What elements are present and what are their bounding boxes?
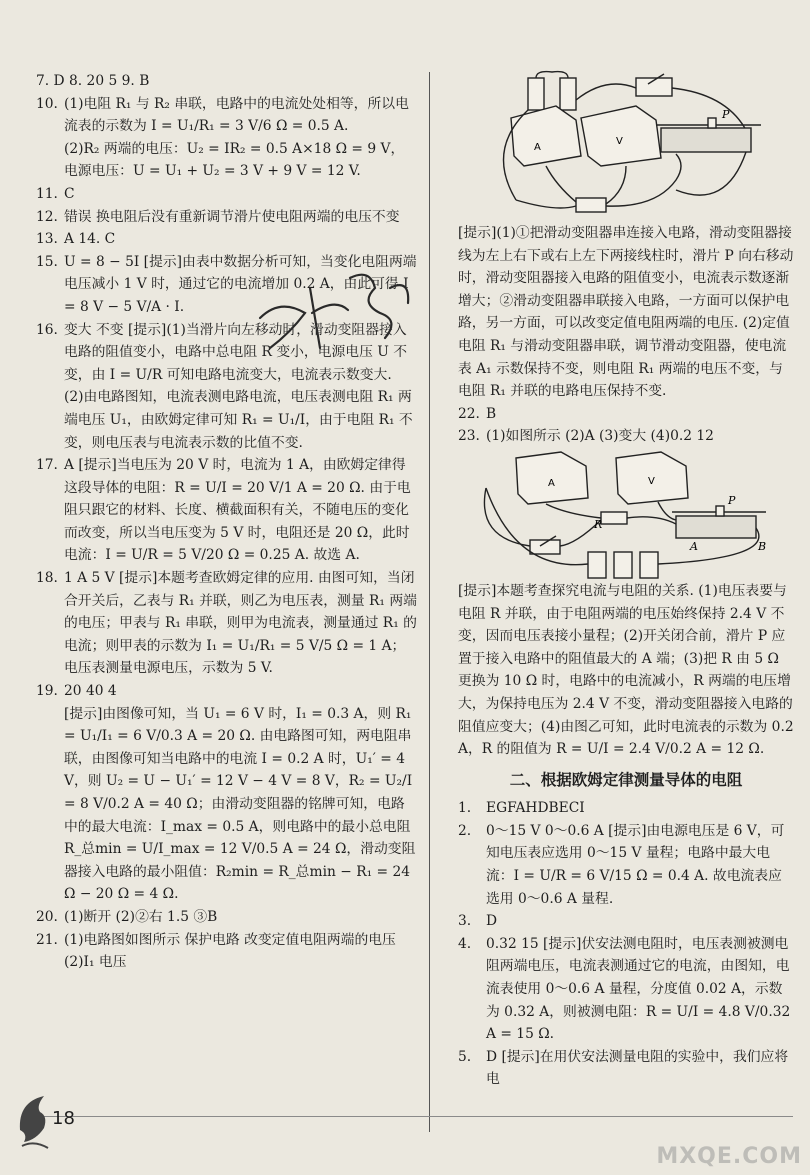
answer-text: B: [486, 405, 497, 422]
section2-item-3: [458, 910, 794, 933]
answer-text: (1)断开 (2)②右 1.5 ③B: [64, 908, 218, 925]
answer-number: 15.: [36, 253, 58, 270]
answer-23: [458, 425, 794, 448]
answer-number: 2.: [458, 822, 472, 839]
answer-number: 20.: [36, 908, 58, 925]
answer-number: 16.: [36, 321, 58, 338]
terminal-b-label: B: [758, 539, 767, 553]
resistor-label: R: [594, 517, 603, 531]
circuit-diagram-23: [476, 448, 776, 580]
answer-text: 错误 换电阻后没有重新调节滑片使电阻两端的电压不变: [64, 208, 400, 225]
answer-number: 13.: [36, 231, 58, 248]
answer-number: 22.: [458, 405, 480, 422]
answer-11: [36, 183, 418, 206]
answer-12: [36, 206, 418, 229]
answer-text: D: [486, 913, 498, 930]
answer-text: (1)如图所示 (2)A (3)变大 (4)0.2 12: [486, 428, 714, 445]
hint-21: [提示](1)①把滑动变阻器串连接入电路，滑动变阻器接线为左上右下或右上左下两接线柱时，滑片 P 向右移动时，滑动变阻器接入电路的阻值变小，电流表示数逐渐增大；②滑动变阻器串联接入电路，一方面可以保护电路，另一方面，可以改变定值电阻两端的电压. (2)定值电阻 R₁ 与滑动变阻器串联，调节滑动变阻器，使电流表 A₁ 示数保持不变，则电阻 R₁ 两端的电压不变，与电阻 R₁ 并联的电路电压保持不变.: [458, 225, 794, 400]
ammeter-label: A: [548, 477, 555, 489]
answer-number: 11.: [36, 185, 58, 202]
answer-22: [458, 403, 794, 426]
answer-text: 7. D 8. 20 5 9. B: [36, 73, 150, 89]
right-column: [458, 70, 794, 1091]
answer-15: [36, 251, 418, 319]
answer-text: U = 8 − 5I [提示]由表中数据分析可知，当变化电阻两端电压减小 1 V 时，通过它的电流增加 0.2 A，由此可得 I = 8 V − 5 V/A · I.: [64, 253, 417, 315]
answer-text: 1 A 5 V [提示]本题考查欧姆定律的应用. 由图可知，当闭合开关后，乙表与 R₁ 并联，则乙为电压表，测量 R₁ 两端的电压；甲表与 R₁ 串联，则甲为电流表，测量通过 R₁ 的电流；则甲表的示数为 I₁ = U₁/R₁ = 5 V/5 Ω = 1 A；电压表测量电源电压，示数为 5 V.: [64, 570, 417, 677]
answer-text: 变大 不变 [提示](1)当滑片向左移动时，滑动变阻器接入电路的阻值变小，电路中总电阻 R 变小，电源电压 U 不变，由 I = U/R 可知电路电流变大，电流表示数变大.: [64, 321, 408, 383]
answer-text: C: [64, 185, 75, 202]
answer-7-9: [36, 70, 418, 93]
answer-number: 10.: [36, 95, 58, 112]
answer-20: [36, 906, 418, 929]
answer-number: 18.: [36, 570, 58, 587]
answer-16: [36, 319, 418, 387]
answer-number: 17.: [36, 457, 58, 474]
answer-19-hint: [36, 703, 418, 906]
answer-number: 1.: [458, 800, 472, 817]
answer-number: 19.: [36, 683, 58, 700]
footer-rule: [28, 1116, 793, 1117]
dolphin-logo-icon: [14, 1090, 54, 1152]
answer-10-part2: [36, 138, 418, 183]
answer-number: 4.: [458, 935, 472, 952]
answer-10: [36, 93, 418, 138]
answer-13-14: [36, 228, 418, 251]
answer-18: [36, 567, 418, 680]
answer-text: 0～15 V 0～0.6 A [提示]由电源电压是 6 V，可知电压表应选用 0～15 V 量程；电路中最大电流：I = U/R = 6 V/15 Ω = 0.4 A. 故电流表应选用 0～0.6 A 量程.: [486, 822, 785, 907]
answer-number: 12.: [36, 208, 58, 225]
ammeter-label: A: [534, 142, 541, 153]
left-column: [36, 70, 418, 974]
answer-16-part2: [36, 386, 418, 454]
slider-label: P: [728, 493, 736, 507]
terminal-a-label: A: [690, 539, 698, 553]
voltmeter-label: V: [616, 136, 623, 147]
answer-number: 21.: [36, 931, 58, 948]
answer-text: (2)由电路图知，电流表测电路电流，电压表测电阻 R₁ 两端电压 U₁，由欧姆定律可知 R₁ = U₁/I，由于电阻 R₁ 不变，则电压表与电流表示数的比值不变.: [64, 389, 413, 451]
answer-17: [36, 454, 418, 567]
answer-19: [36, 680, 418, 703]
answer-number: 23.: [458, 428, 480, 445]
answer-text: A 14. C: [64, 231, 116, 248]
voltmeter-label: V: [648, 475, 655, 487]
answer-number: 5.: [458, 1048, 472, 1065]
circuit-diagram-21: [476, 70, 776, 222]
section2-item-4: [458, 933, 794, 1046]
column-divider: [429, 72, 430, 1132]
answer-21: [36, 929, 418, 974]
answer-number: 3.: [458, 913, 472, 930]
slider-label: P: [722, 108, 730, 121]
answer-text: 0.32 15 [提示]伏安法测电阻时，电压表测被测电阻两端电压，电流表测通过它的电流，由图知，电流表使用 0～0.6 A 量程，分度值 0.02 A，示数为 0.32 A，则被测电阻：R = U/I = 4.8 V/0.32 A = 15 Ω.: [486, 935, 791, 1043]
answer-text: EGFAHDBECI: [486, 800, 585, 817]
answer-text: (2)R₂ 两端的电压：U₂ = IR₂ = 0.5 A×18 Ω = 9 V，电源电压：U = U₁ + U₂ = 3 V + 9 V = 12 V.: [64, 140, 405, 180]
answer-text: (1)电阻 R₁ 与 R₂ 串联，电路中的电流处处相等，所以电流表的示数为 I = U₁/R₁ = 3 V/6 Ω = 0.5 A.: [64, 95, 409, 135]
answer-text: 20 40 4: [64, 683, 117, 700]
watermark: MXQE.COM: [656, 1144, 802, 1169]
answer-text: [提示]由图像可知，当 U₁ = 6 V 时，I₁ = 0.3 A，则 R₁ = U₁/I₁ = 6 V/0.3 A = 20 Ω. 由电路图可知，两电阻串联，由图像可知当电路中的电流 I = 0.2 A 时，U₁′ = 4 V，则 U₂ = U − U₁′ = 12 V − 4 V = 8 V，R₂ = U₂/I = 8 V/0.2 A = 40 Ω；由滑动变阻器的铭牌可知，电路中的最大电流：I_max = 0.5 A，则电路中的最小总电阻 R_总min = U/I_max = 12 V/0.5 A = 24 Ω，滑动变阻器接入电路的最小阻值：R₂min = R_总min − R₁ = 24 Ω − 20 Ω = 4 Ω.: [64, 705, 416, 903]
section-title: 二、根据欧姆定律测量导体的电阻: [509, 770, 743, 789]
page-number: 18: [52, 1108, 75, 1129]
hint-23: [提示]本题考查探究电流与电阻的关系. (1)电压表要与电阻 R 并联，由于电阻两端的电压始终保持 2.4 V 不变，因而电压表接小量程；(2)开关闭合前，滑片 P 应置于接入电路中的阻值最大的 A 端；(3)把 R 由 5 Ω 更换为 10 Ω 时，电路中的电流减小，R 两端的电压增大，为保持电压为 2.4 V 不变，滑动变阻器接入电路的阻值应变大；(4)由图乙可知，此时电流表的示数为 0.2 A，R 的阻值为 R = U/I = 2.4 V/0.2 A = 12 Ω.: [458, 582, 794, 758]
answer-text: D [提示]在用伏安法测量电阻的实验中，我们应将电: [486, 1048, 789, 1088]
answer-text: A [提示]当电压为 20 V 时，电流为 1 A，由欧姆定律得这段导体的电阻：R = U/I = 20 V/1 A = 20 Ω. 由于电阻只跟它的材料、长度、横截面积有关，不随电压的变化而改变，所以当电压变为 5 V 时，电阻还是 20 Ω，此时电流：I = U/R = 5 V/20 Ω = 0.25 A. 故选 A.: [64, 457, 411, 564]
section2-item-2: [458, 820, 794, 910]
section2-item-1: [458, 797, 794, 820]
answer-text: (1)电路图如图所示 保护电路 改变定值电阻两端的电压 (2)I₁ 电压: [64, 931, 396, 971]
section2-item-5: [458, 1046, 794, 1091]
